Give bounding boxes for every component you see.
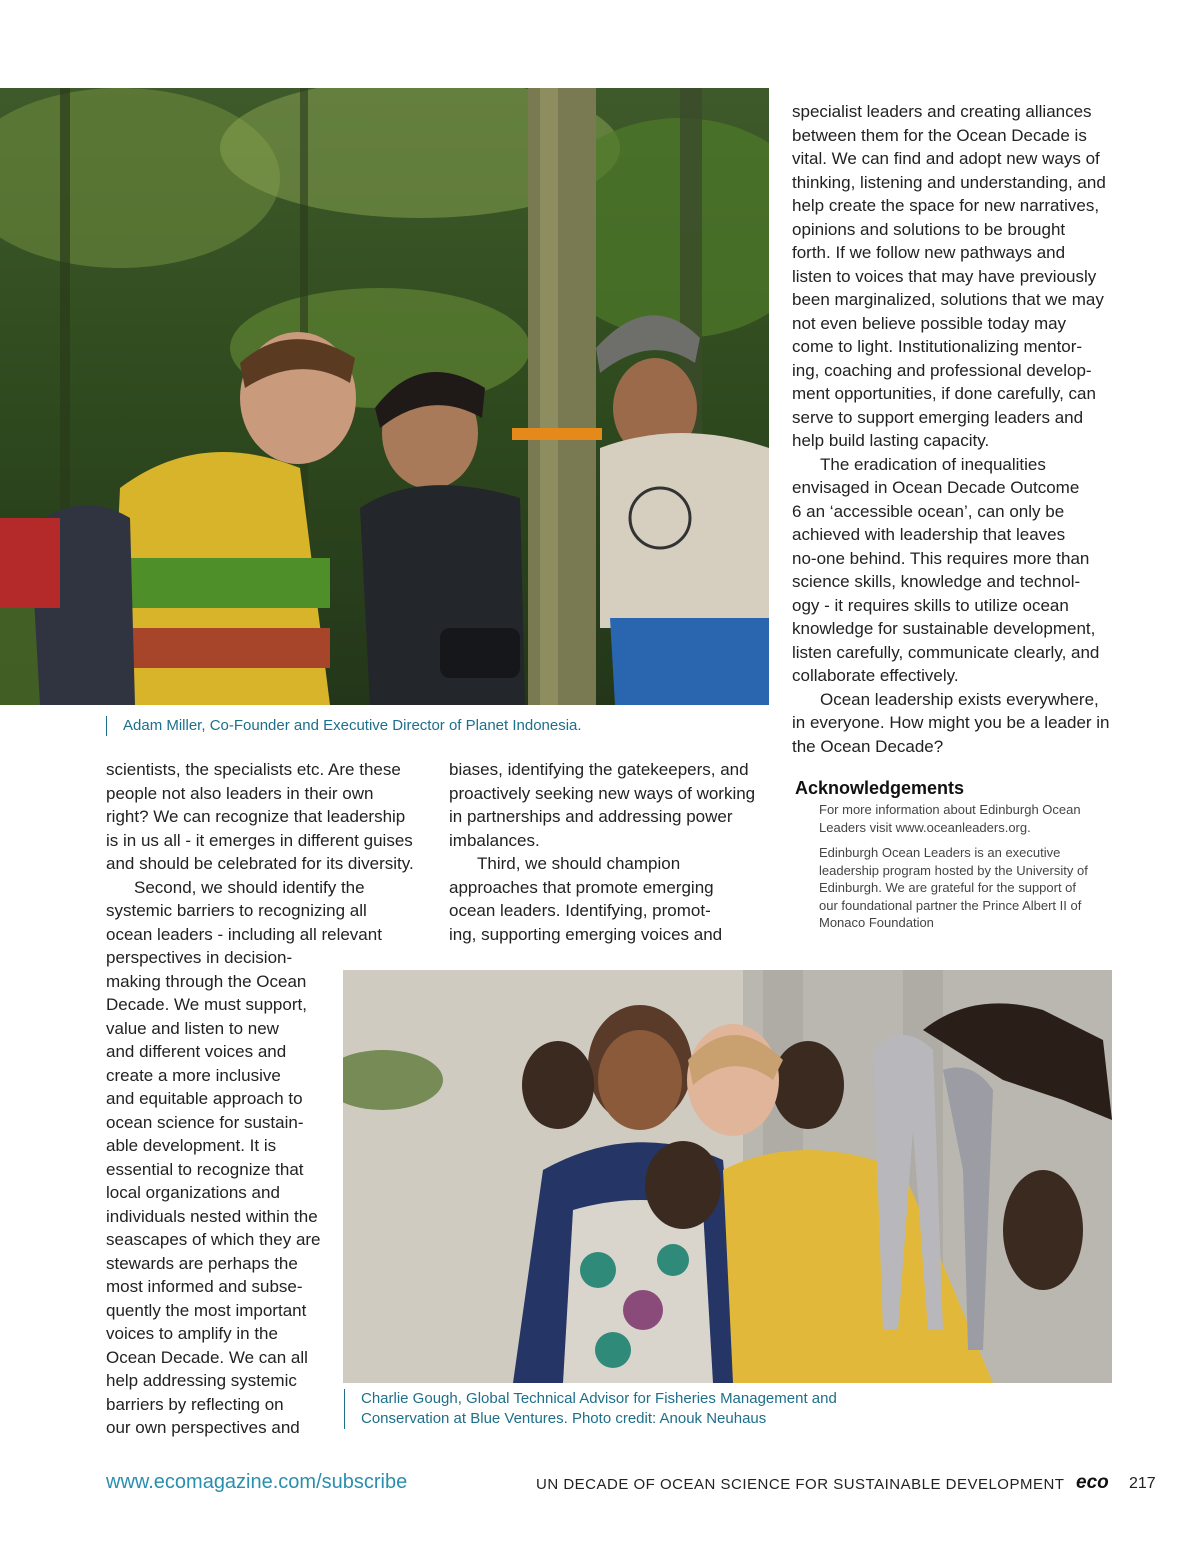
article-column-middle [449,758,779,946]
text-line: serve to support emerging leaders and [792,407,1084,427]
text-line: making through the Ocean [106,971,307,991]
text-line: right? We can recognize that leadership [106,807,406,826]
text-line: specialist leaders and creating alliances [792,102,1092,121]
text-line: forth. If we follow new pathways and [792,243,1066,262]
text-line: approaches that promote emerging [449,877,714,897]
text-line: help build lasting capacity. [792,431,990,450]
paragraph [792,100,1122,453]
text-line: Ocean Decade. We can all [106,1347,308,1367]
text-line: collaborate effectively. [792,666,959,685]
text-line: come to light. Institutionalizing mentor- [792,337,1083,356]
text-line: For more information about Edinburgh Ocean [819,802,1081,817]
paragraph [106,758,436,876]
text-line: perspectives in decision- [106,948,293,967]
text-line: between them for the Ocean Decade is [792,125,1087,145]
text-line: able development. It is [106,1136,277,1155]
text-line: opinions and solutions to be brought [792,219,1066,239]
text-line: science skills, knowledge and technol- [792,572,1081,591]
text-line: Third, we should champion [477,854,681,873]
section-title: UN DECADE OF OCEAN SCIENCE FOR SUSTAINABLE DEVELOPMENT [536,1476,1065,1493]
text-line: ocean leaders - including all relevant [106,924,382,944]
text-line: stewards are perhaps the [106,1253,298,1273]
text-line: ing, supporting emerging voices and [449,924,723,944]
text-line: envisaged in Ocean Decade Outcome [792,478,1080,497]
photo-caption-top [106,716,763,736]
text-line: help create the space for new narratives, [792,196,1100,215]
text-line: thinking, listening and understanding, and [792,172,1106,192]
text-line: Edinburgh Ocean Leaders is an executive [819,845,1061,860]
text-line: achieved with leadership that leaves [792,525,1066,544]
text-line: the Ocean Decade? [792,736,944,756]
text-line: biases, identifying the gatekeepers, and [449,760,749,779]
text-line: proactively seeking new ways of working [449,783,756,803]
text-line: and different voices and [106,1042,287,1061]
photo-caption-bottom [344,1389,1101,1429]
text-line: leadership program hosted by the University of [819,862,1088,878]
rainforest-photo [0,88,769,705]
article-column-right [792,100,1122,758]
text-line: Leaders visit www.oceanleaders.org. [819,819,1031,835]
paragraph [449,852,779,946]
fishing-community-photo [343,970,1112,1383]
text-line: Conservation at Blue Ventures. Photo credit: Anouk Neuhaus [361,1410,767,1427]
subscribe-link[interactable]: www.ecomagazine.com/subscribe [106,1471,408,1493]
text-line: voices to amplify in the [106,1324,278,1343]
text-line: our foundational partner the Prince Albert II of [819,897,1082,913]
text-line: been marginalized, solutions that we may [792,290,1104,309]
acknowledgements-heading: Acknowledgements [795,778,965,798]
text-line: imbalances. [449,830,540,850]
paragraph [819,844,1119,932]
text-line: barriers by reflecting on [106,1394,284,1414]
text-line: in partnerships and addressing power [449,807,733,826]
text-line: most informed and subse- [106,1277,303,1296]
text-line: ing, coaching and professional develop- [792,360,1092,380]
text-line: help addressing systemic [106,1371,297,1390]
text-line: ocean science for sustain- [106,1112,304,1132]
text-line: Decade. We must support, [106,995,307,1014]
paragraph [792,688,1122,759]
paragraph [449,758,779,852]
text-line: not even believe possible today may [792,313,1067,333]
text-line: listen carefully, communicate clearly, and [792,642,1100,662]
text-line: create a more inclusive [106,1065,281,1085]
eco-logo: eco [1076,1472,1109,1493]
paragraph [819,801,1119,836]
text-line: our own perspectives and [106,1418,300,1437]
text-line: 6 an ‘accessible ocean’, can only be [792,501,1065,521]
text-line: is in us all - it emerges in different guises [106,830,413,850]
caption-text: Adam Miller, Co-Founder and Executive Director of Planet Indonesia. [123,717,582,734]
text-line: seascapes of which they are [106,1230,321,1249]
text-line: Monaco Foundation [819,915,934,930]
text-line: The eradication of inequalities [820,454,1046,474]
text-line: ogy - it requires skills to utilize ocean [792,595,1069,615]
text-line: in everyone. How might you be a leader in [792,713,1110,732]
text-line: listen to voices that may have previously [792,266,1097,286]
text-line: individuals nested within the [106,1206,318,1226]
page-number: 217 [1129,1475,1156,1492]
acknowledgements-body [819,801,1119,940]
text-line: people not also leaders in their own [106,783,374,803]
text-line: Ocean leadership exists everywhere, [820,689,1099,709]
paragraph [792,453,1122,688]
text-line: Edinburgh. We are grateful for the support of [819,880,1077,895]
text-line: no-one behind. This requires more than [792,548,1090,568]
text-line: ment opportunities, if done carefully, can [792,384,1096,403]
text-line: and should be celebrated for its diversity. [106,854,414,873]
text-line: essential to recognize that [106,1159,304,1179]
text-line: systemic barriers to recognizing all [106,901,367,920]
text-line: value and listen to new [106,1018,279,1038]
text-line: and equitable approach to [106,1089,303,1108]
text-line: local organizations and [106,1183,280,1202]
text-line: Second, we should identify the [134,877,365,897]
text-line: vital. We can find and adopt new ways of [792,149,1100,168]
text-line: scientists, the specialists etc. Are these [106,760,401,779]
text-line: ocean leaders. Identifying, promot- [449,901,711,920]
text-line: Charlie Gough, Global Technical Advisor for Fisheries Management and [361,1390,837,1407]
text-line: knowledge for sustainable development, [792,619,1096,638]
text-line: quently the most important [106,1300,307,1320]
